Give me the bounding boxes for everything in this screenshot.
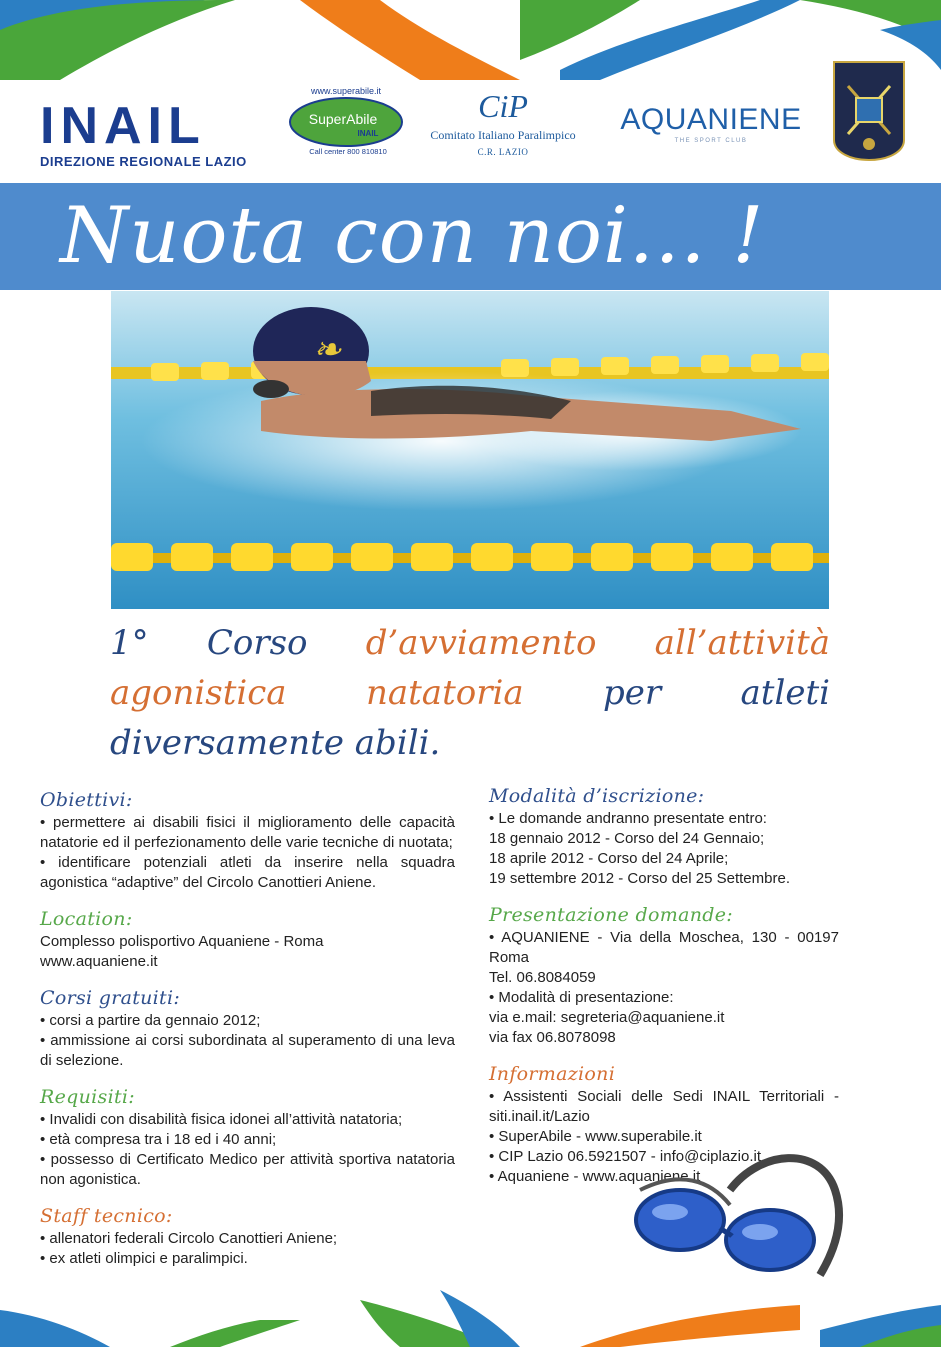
section-line: • possesso di Certificato Medico per attività sportiva natatoria non agonistica. <box>40 1151 455 1188</box>
superabile-callcenter: Call center 800 810810 <box>309 147 387 156</box>
section-line: Tel. 06.8084059 <box>489 969 596 986</box>
inail-logo <box>40 97 265 169</box>
section-line: • ex atleti olimpici e paralimpici. <box>40 1250 248 1267</box>
course-headline <box>110 618 830 768</box>
cip-subtitle: C.R. LAZIO <box>477 147 529 157</box>
section-line: • Aquaniene - www.aquaniene.it <box>489 1168 701 1185</box>
section-line: • allenatori federali Circolo Canottieri Aniene; <box>40 1230 338 1247</box>
section-line: • Invalidi con disabilità fisica idonei all’attività natatoria; <box>40 1111 403 1128</box>
section-line: • identificare potenziali atleti da inserire nella squadra agonistica “adaptive” del Circolo Canottieri Aniene. <box>40 854 455 891</box>
inail-wordmark: INAIL <box>40 97 206 155</box>
section-line: www.aquaniene.it <box>40 953 158 970</box>
left-column <box>40 788 455 1283</box>
section-line: • Le domande andranno presentate entro: <box>489 810 767 827</box>
section-line: 19 settembre 2012 - Corso del 25 Settembre. <box>489 870 790 887</box>
section-line: • Assistenti Sociali delle Sedi INAIL Territoriali - siti.inail.it/Lazio <box>489 1088 839 1125</box>
section-line: • AQUANIENE - Via della Moschea, 130 - 00197 Roma <box>489 929 839 966</box>
headline-part2: d’avviamento all’attività agonistica natatoria <box>110 623 830 713</box>
superabile-logo <box>288 86 408 156</box>
section-title: Informazioni <box>489 1063 616 1085</box>
superabile-inail: INAIL <box>357 129 379 138</box>
section-staff-tecnico <box>40 1204 455 1269</box>
section-corsi-gratuiti <box>40 986 455 1071</box>
section-title: Presentazione domande: <box>489 904 733 926</box>
section-title: Corsi gratuiti: <box>40 987 181 1009</box>
canottieri-crest-icon <box>832 60 906 162</box>
section-title: Modalità d’iscrizione: <box>489 785 705 807</box>
section-title: Staff tecnico: <box>40 1205 173 1227</box>
bottom-decoration <box>0 1290 941 1347</box>
section-line: Complesso polisportivo Aquaniene - Roma <box>40 933 324 950</box>
section-title: Requisiti: <box>40 1086 135 1108</box>
email-link[interactable]: via e.mail: segreteria@aquaniene.it <box>489 1009 725 1026</box>
section-line: • CIP Lazio 06.5921507 - info@ciplazio.it <box>489 1148 762 1165</box>
section-line: • SuperAbile - www.superabile.it <box>489 1128 702 1145</box>
cip-logo <box>418 90 588 157</box>
superabile-name: SuperAbile <box>308 111 378 127</box>
section-location <box>40 907 455 972</box>
swimmer-photo <box>111 291 829 609</box>
section-line: • età compresa tra i 18 ed i 40 anni; <box>40 1131 277 1148</box>
section-presentazione-domande <box>489 903 839 1048</box>
section-requisiti <box>40 1085 455 1190</box>
aquaniene-logo <box>606 104 816 144</box>
section-line: • permettere ai disabili fisici il miglioramento delle capacità natatorie ed il perfezionamento delle varie tecniche di nuotata; <box>40 814 455 851</box>
banner-title: Nuota con noi... ! <box>60 191 765 281</box>
section-title: Location: <box>40 908 133 930</box>
goggles-icon <box>620 1150 850 1280</box>
cip-mark: CiP <box>478 88 528 124</box>
headline-part1: 1° Corso <box>110 623 366 663</box>
section-line: • Modalità di presentazione: <box>489 989 674 1006</box>
section-modalita-iscrizione <box>489 784 839 889</box>
headline-part3: per atleti diversamente abili. <box>110 673 830 763</box>
section-line: 18 gennaio 2012 - Corso del 24 Gennaio; <box>489 830 765 847</box>
aquaniene-wordmark: AQUANIENE <box>620 103 802 136</box>
inail-subtitle: DIREZIONE REGIONALE LAZIO <box>40 154 247 169</box>
cip-name: Comitato Italiano Paralimpico <box>430 128 576 142</box>
section-line: • corsi a partire da gennaio 2012; <box>40 1012 261 1029</box>
aquaniene-subtitle: THE SPORT CLUB <box>674 138 748 144</box>
section-line: 18 aprile 2012 - Corso del 24 Aprile; <box>489 850 729 867</box>
top-decoration <box>0 0 941 80</box>
superabile-emblem-icon <box>288 86 408 156</box>
section-obiettivi <box>40 788 455 893</box>
right-column <box>489 784 839 1201</box>
section-line: via fax 06.8078098 <box>489 1029 616 1046</box>
section-line: • ammissione ai corsi subordinata al superamento di una leva di selezione. <box>40 1032 455 1069</box>
superabile-url: www.superabile.it <box>310 86 382 96</box>
section-title: Obiettivi: <box>40 789 133 811</box>
svg-text:❧: ❧ <box>312 330 342 370</box>
